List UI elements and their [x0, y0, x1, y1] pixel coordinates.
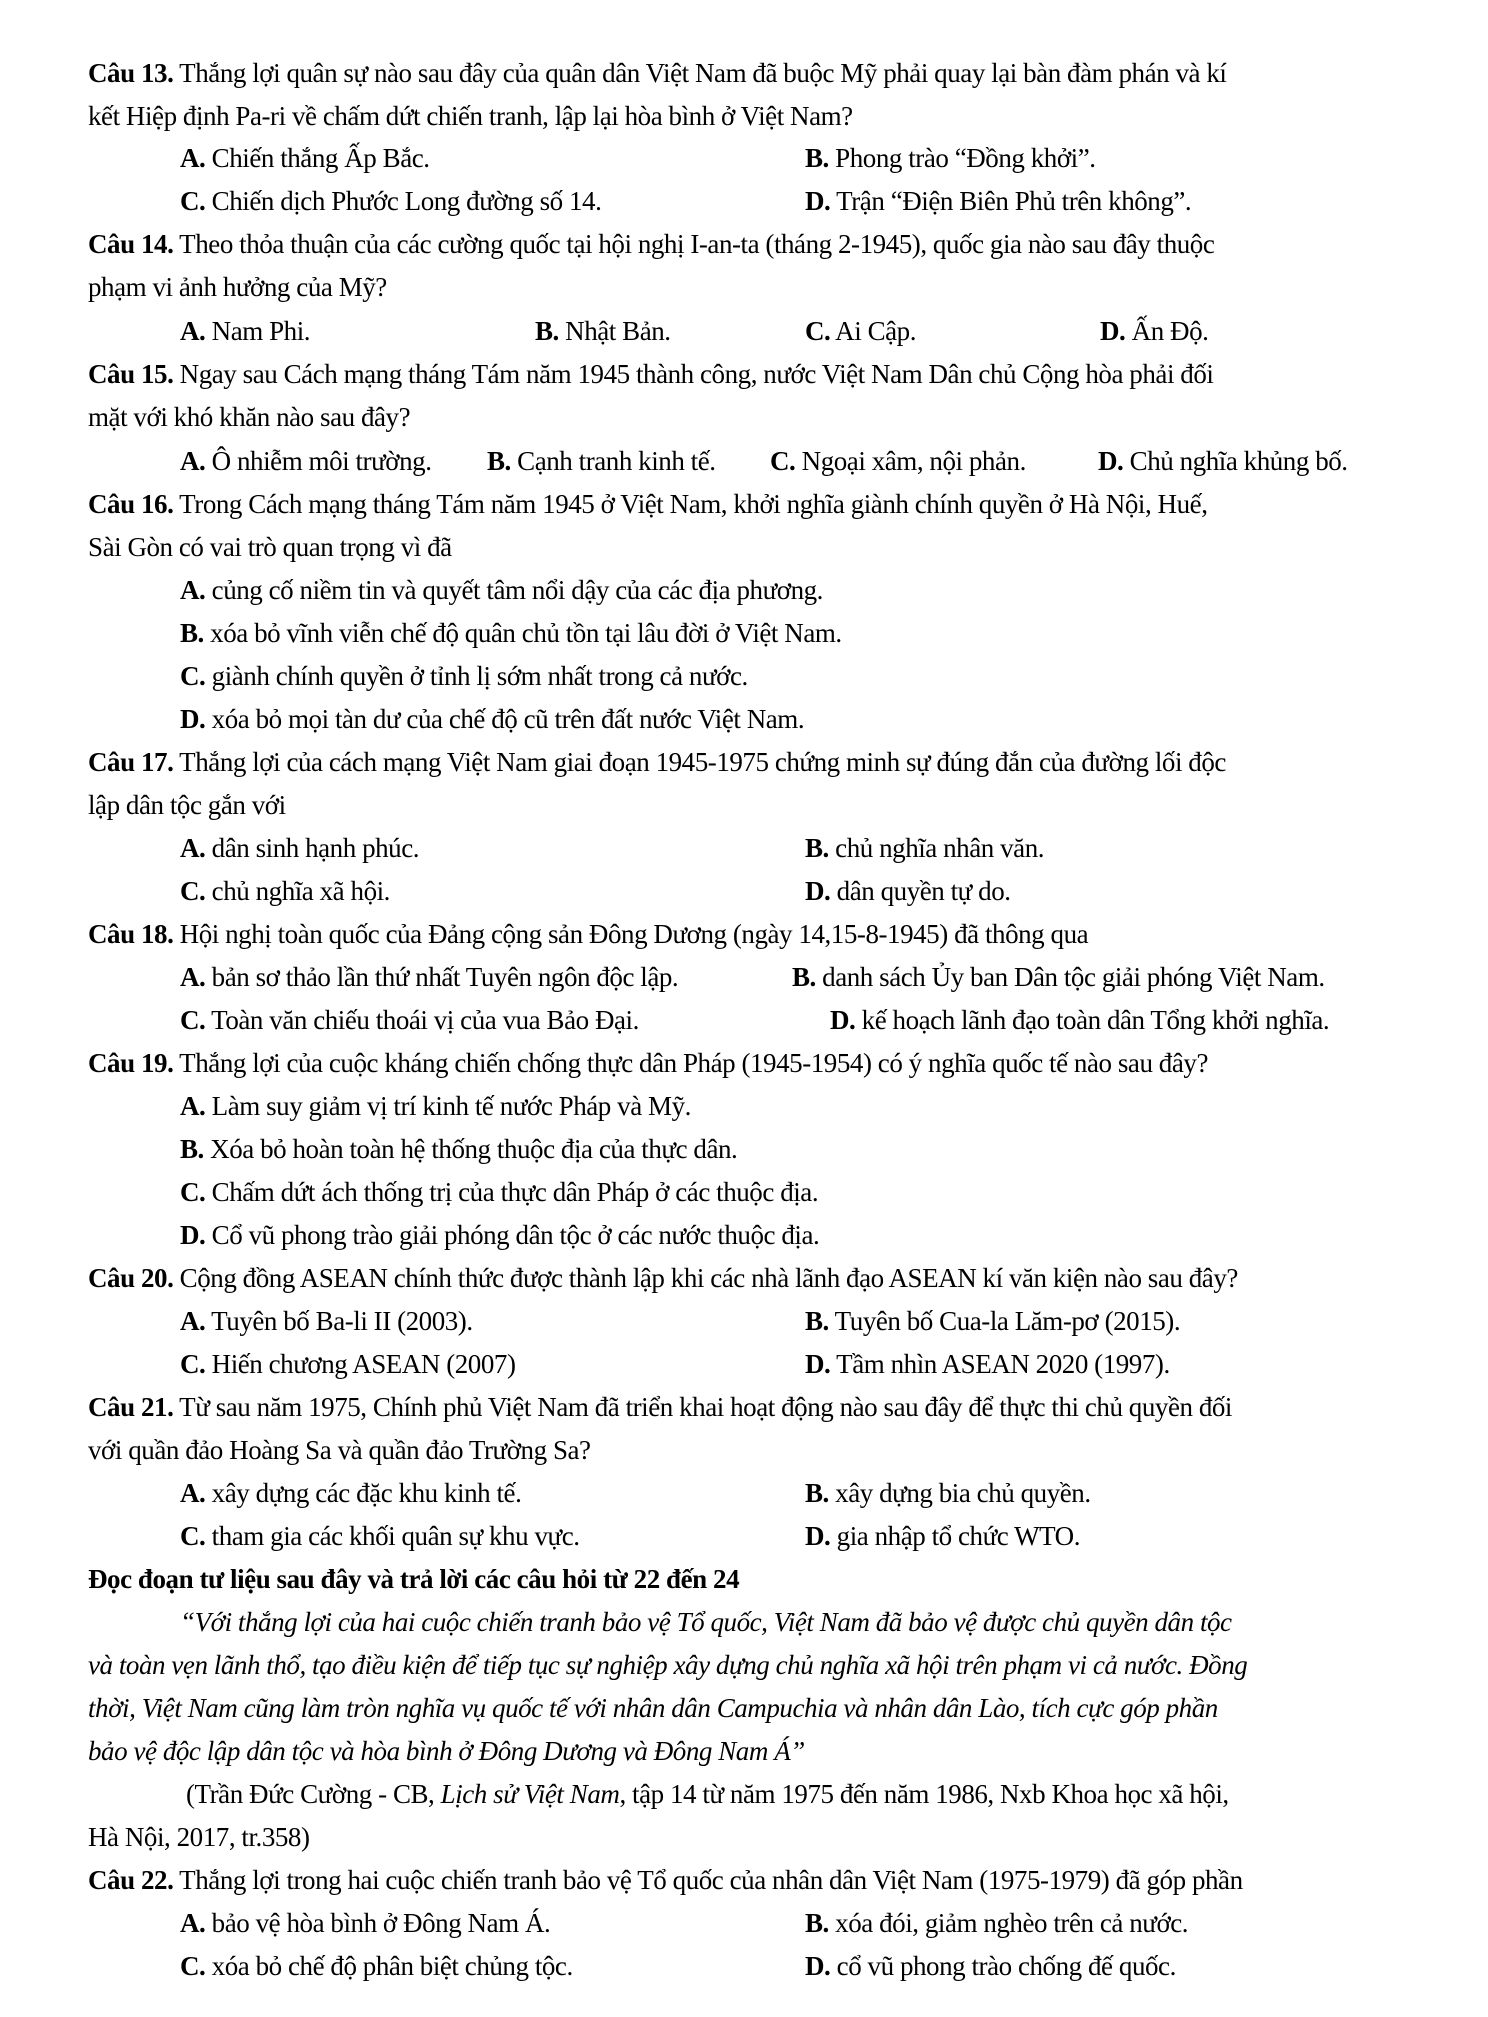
- q18-option-b: B. danh sách Ủy ban Dân tộc giải phóng Việt Nam.: [792, 962, 1325, 992]
- q15-stem-cont: mặt với khó khăn nào sau đây?: [88, 402, 411, 432]
- q21-stem: Câu 21. Từ sau năm 1975, Chính phủ Việt Nam đã triển khai hoạt động nào sau đây để thực thi chủ quyền đối: [88, 1392, 1232, 1422]
- q13-option-a: A. Chiến thắng Ấp Bắc.: [180, 143, 430, 173]
- q22-number: Câu 22.: [88, 1865, 174, 1895]
- q18-option-d: D. kế hoạch lãnh đạo toàn dân Tổng khởi nghĩa.: [830, 1005, 1330, 1035]
- passage-quote-line-4: bảo vệ độc lập dân tộc và hòa bình ở Đông Dương và Đông Nam Á”: [88, 1736, 805, 1766]
- q21-stem-cont: với quần đảo Hoàng Sa và quần đảo Trường Sa?: [88, 1435, 591, 1465]
- passage-heading: Đọc đoạn tư liệu sau đây và trả lời các câu hỏi từ 22 đến 24: [88, 1564, 740, 1594]
- q20-option-a: A. Tuyên bố Ba-li II (2003).: [180, 1306, 473, 1336]
- q14-option-d: D. Ấn Độ.: [1100, 316, 1209, 346]
- q13-option-c: C. Chiến dịch Phước Long đường số 14.: [180, 186, 602, 216]
- q15-option-b: B. Cạnh tranh kinh tế.: [487, 446, 716, 476]
- q17-stem: Câu 17. Thắng lợi của cách mạng Việt Nam giai đoạn 1945-1975 chứng minh sự đúng đắn của đường lối độc: [88, 747, 1226, 777]
- q22-stem: Câu 22. Thắng lợi trong hai cuộc chiến tranh bảo vệ Tổ quốc của nhân dân Việt Nam (1975-1979) đã góp phần: [88, 1865, 1243, 1895]
- q22-option-a: A. bảo vệ hòa bình ở Đông Nam Á.: [180, 1908, 551, 1938]
- q17-option-d: D. dân quyền tự do.: [805, 876, 1011, 906]
- q13-stem-cont: kết Hiệp định Pa-ri về chấm dứt chiến tranh, lập lại hòa bình ở Việt Nam?: [88, 101, 853, 131]
- q21-option-a: A. xây dựng các đặc khu kinh tế.: [180, 1478, 522, 1508]
- q19-option-d: D. Cổ vũ phong trào giải phóng dân tộc ở các nước thuộc địa.: [180, 1220, 820, 1250]
- q16-option-a: A. củng cố niềm tin và quyết tâm nổi dậy của các địa phương.: [180, 575, 823, 605]
- q13-number: Câu 13.: [88, 58, 174, 88]
- passage-quote-line-3: thời, Việt Nam cũng làm tròn nghĩa vụ quốc tế với nhân dân Campuchia và nhân dân Lào, tích cực góp phần: [88, 1693, 1218, 1723]
- passage-quote-line-1: “Với thắng lợi của hai cuộc chiến tranh bảo vệ Tổ quốc, Việt Nam đã bảo vệ được chủ quyền dân tộc: [180, 1607, 1232, 1637]
- q21-option-c: C. tham gia các khối quân sự khu vực.: [180, 1521, 580, 1551]
- source-book-title: Lịch sử Việt Nam: [440, 1779, 620, 1809]
- q21-option-d: D. gia nhập tổ chức WTO.: [805, 1521, 1081, 1551]
- q17-number: Câu 17.: [88, 747, 174, 777]
- q17-option-b: B. chủ nghĩa nhân văn.: [805, 833, 1045, 863]
- q19-option-b: B. Xóa bỏ hoàn toàn hệ thống thuộc địa của thực dân.: [180, 1134, 738, 1164]
- q19-number: Câu 19.: [88, 1048, 174, 1078]
- q13-option-d: D. Trận “Điện Biên Phủ trên không”.: [805, 186, 1192, 216]
- passage-source-cont: Hà Nội, 2017, tr.358): [88, 1822, 310, 1852]
- q18-option-c: C. Toàn văn chiếu thoái vị của vua Bảo Đại.: [180, 1005, 639, 1035]
- q16-option-b: B. xóa bỏ vĩnh viễn chế độ quân chủ tồn tại lâu đời ở Việt Nam.: [180, 618, 842, 648]
- q22-option-d: D. cổ vũ phong trào chống đế quốc.: [805, 1951, 1176, 1981]
- q20-option-d: D. Tầm nhìn ASEAN 2020 (1997).: [805, 1349, 1170, 1379]
- q14-option-a: A. Nam Phi.: [180, 316, 311, 346]
- q19-option-a: A. Làm suy giảm vị trí kinh tế nước Pháp và Mỹ.: [180, 1091, 691, 1121]
- q16-stem-cont: Sài Gòn có vai trò quan trọng vì đã: [88, 532, 452, 562]
- passage-source: (Trần Đức Cường - CB, Lịch sử Việt Nam, tập 14 từ năm 1975 đến năm 1986, Nxb Khoa học xã hội,: [186, 1779, 1229, 1809]
- q19-stem: Câu 19. Thắng lợi của cuộc kháng chiến chống thực dân Pháp (1945-1954) có ý nghĩa quốc tế nào sau đây?: [88, 1048, 1208, 1078]
- q16-option-c: C. giành chính quyền ở tỉnh lị sớm nhất trong cả nước.: [180, 661, 748, 691]
- q20-stem: Câu 20. Cộng đồng ASEAN chính thức được thành lập khi các nhà lãnh đạo ASEAN kí văn kiện nào sau đây?: [88, 1263, 1238, 1293]
- q16-number: Câu 16.: [88, 489, 174, 519]
- q17-option-a: A. dân sinh hạnh phúc.: [180, 833, 420, 863]
- q18-number: Câu 18.: [88, 919, 174, 949]
- q21-option-b: B. xây dựng bia chủ quyền.: [805, 1478, 1091, 1508]
- q18-stem: Câu 18. Hội nghị toàn quốc của Đảng cộng sản Đông Dương (ngày 14,15-8-1945) đã thông qua: [88, 919, 1089, 949]
- q15-option-a: A. Ô nhiễm môi trường.: [180, 446, 432, 476]
- q13-option-b: B. Phong trào “Đồng khởi”.: [805, 143, 1096, 173]
- passage-quote-line-2: và toàn vẹn lãnh thổ, tạo điều kiện để tiếp tục sự nghiệp xây dựng chủ nghĩa xã hội trên phạm vi cả nước. Đồng: [88, 1650, 1248, 1680]
- q15-option-c: C. Ngoại xâm, nội phản.: [770, 446, 1026, 476]
- q14-option-c: C. Ai Cập.: [805, 316, 917, 346]
- q14-stem-cont: phạm vi ảnh hưởng của Mỹ?: [88, 272, 387, 302]
- q14-stem: Câu 14. Theo thỏa thuận của các cường quốc tại hội nghị I-an-ta (tháng 2-1945), quốc gia nào sau đây thuộc: [88, 229, 1215, 259]
- q21-number: Câu 21.: [88, 1392, 174, 1422]
- q19-option-c: C. Chấm dứt ách thống trị của thực dân Pháp ở các thuộc địa.: [180, 1177, 819, 1207]
- q22-option-c: C. xóa bỏ chế độ phân biệt chủng tộc.: [180, 1951, 573, 1981]
- q15-option-d: D. Chủ nghĩa khủng bố.: [1098, 446, 1348, 476]
- q14-number: Câu 14.: [88, 229, 174, 259]
- q20-option-b: B. Tuyên bố Cua-la Lăm-pơ (2015).: [805, 1306, 1181, 1336]
- q18-option-a: A. bản sơ thảo lần thứ nhất Tuyên ngôn độc lập.: [180, 962, 679, 992]
- q20-option-c: C. Hiến chương ASEAN (2007): [180, 1349, 516, 1379]
- q17-stem-cont: lập dân tộc gắn với: [88, 790, 286, 820]
- q16-stem: Câu 16. Trong Cách mạng tháng Tám năm 1945 ở Việt Nam, khởi nghĩa giành chính quyền ở Hà Nội, Huế,: [88, 489, 1208, 519]
- q13-stem: Câu 13. Thắng lợi quân sự nào sau đây của quân dân Việt Nam đã buộc Mỹ phải quay lại bàn đàm phán và kí: [88, 58, 1227, 88]
- q14-option-b: B. Nhật Bản.: [535, 316, 671, 346]
- q15-number: Câu 15.: [88, 359, 174, 389]
- q17-option-c: C. chủ nghĩa xã hội.: [180, 876, 390, 906]
- q16-option-d: D. xóa bỏ mọi tàn dư của chế độ cũ trên đất nước Việt Nam.: [180, 704, 805, 734]
- q22-option-b: B. xóa đói, giảm nghèo trên cả nước.: [805, 1908, 1189, 1938]
- q20-number: Câu 20.: [88, 1263, 174, 1293]
- q15-stem: Câu 15. Ngay sau Cách mạng tháng Tám năm 1945 thành công, nước Việt Nam Dân chủ Cộng hòa phải đối: [88, 359, 1214, 389]
